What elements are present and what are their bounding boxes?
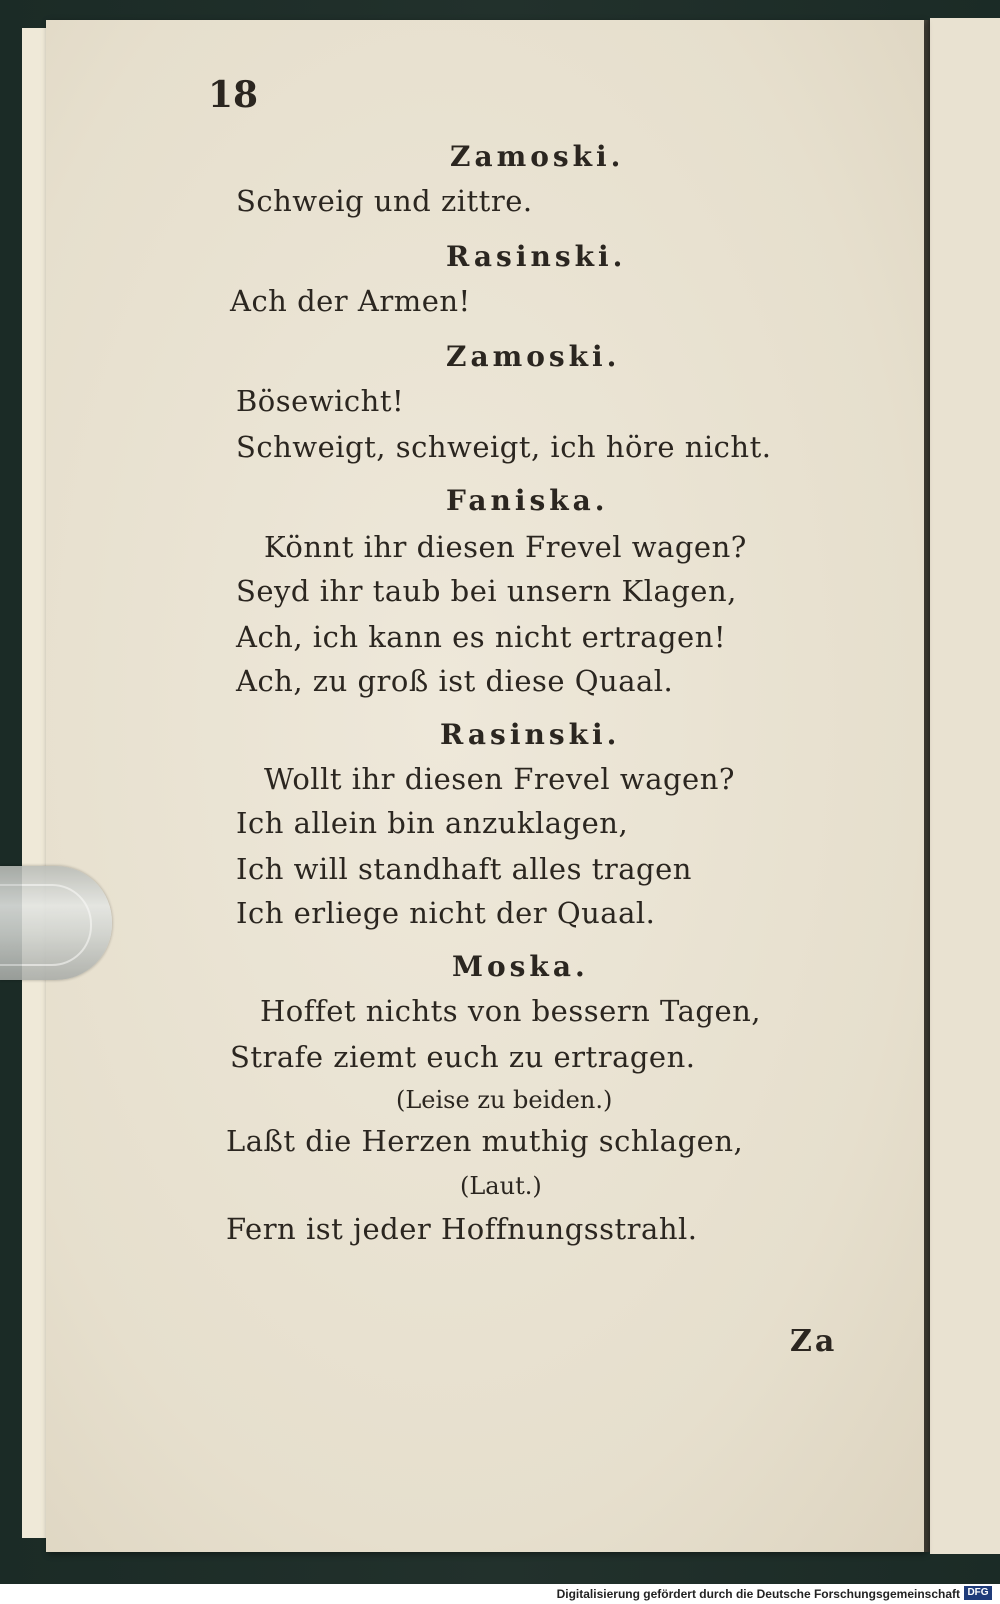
speaker-faniska: Faniska. — [446, 484, 609, 517]
speaker-zamoski: Zamoski. — [446, 340, 621, 373]
speaker-rasinski: Rasinski. — [440, 718, 621, 751]
verse-line: Hoffet nichts von bessern Tagen, — [260, 994, 762, 1028]
verse-line: Ach, zu groß ist diese Quaal. — [236, 664, 674, 698]
speaker-rasinski: Rasinski. — [446, 240, 627, 273]
page-clip-highlight — [0, 884, 92, 966]
verse-line: Bösewicht! — [236, 384, 405, 418]
verse-line: Strafe ziemt euch zu ertragen. — [230, 1040, 696, 1074]
catchword: Za — [790, 1324, 838, 1359]
speaker-moska: Moska. — [452, 950, 589, 983]
verse-line: Ich erliege nicht der Quaal. — [236, 896, 656, 930]
page-number: 18 — [208, 74, 259, 116]
stage-direction: (Leise zu beiden.) — [396, 1086, 613, 1114]
verse-line: Ach, ich kann es nicht ertragen! — [236, 620, 727, 654]
facing-page — [930, 18, 1000, 1554]
verse-line: Schweigt, schweigt, ich höre nicht. — [236, 430, 772, 464]
dfg-logo: DFG — [964, 1586, 992, 1600]
verse-line: Laßt die Herzen muthig schlagen, — [226, 1124, 744, 1158]
page-clip — [0, 866, 112, 980]
speaker-zamoski: Zamoski. — [450, 140, 625, 173]
verse-line: Schweig und zittre. — [236, 184, 533, 218]
verse-line: Könnt ihr diesen Frevel wagen? — [264, 530, 747, 564]
verse-line: Ach der Armen! — [230, 284, 471, 318]
verse-line: Seyd ihr taub bei unsern Klagen, — [236, 574, 737, 608]
footer-credit: Digitalisierung gefördert durch die Deutsche Forschungsgemeinschaft — [556, 1587, 960, 1601]
verse-line: Ich will standhaft alles tragen — [236, 852, 692, 886]
verse-line: Wollt ihr diesen Frevel wagen? — [264, 762, 735, 796]
verse-line: Fern ist jeder Hoffnungsstrahl. — [226, 1212, 698, 1246]
stage-direction: (Laut.) — [460, 1172, 542, 1200]
verse-line: Ich allein bin anzuklagen, — [236, 806, 629, 840]
